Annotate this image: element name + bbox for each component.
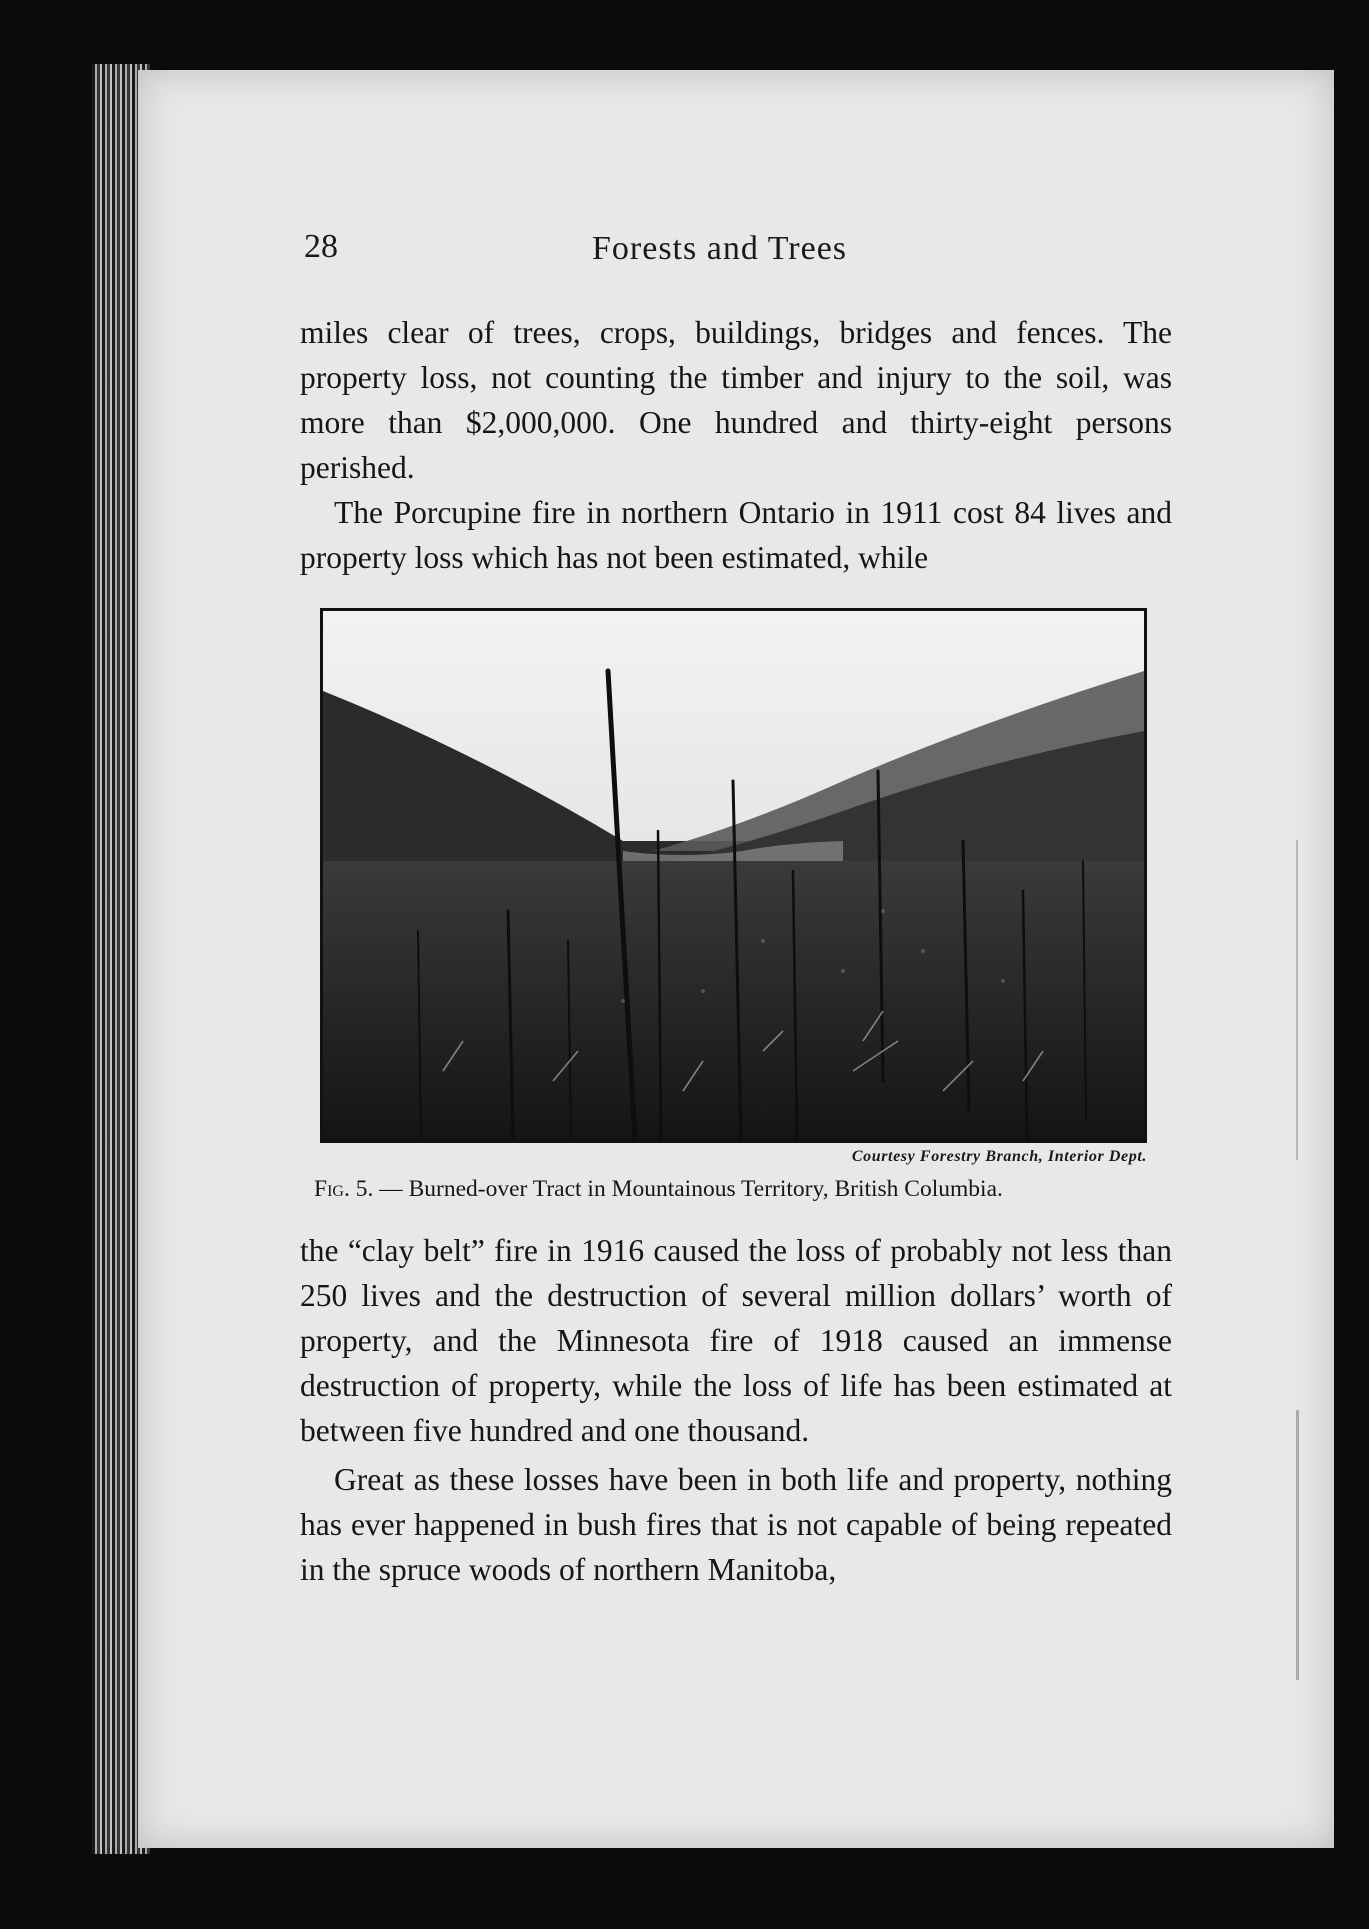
photo-credit: Courtesy Forestry Branch, Interior Dept.	[851, 1148, 1147, 1165]
text-after-figure	[300, 1228, 1172, 1592]
running-title: Forests and Trees	[592, 230, 848, 267]
running-head	[304, 228, 1174, 278]
paragraph: the “clay belt” fire in 1916 caused the loss of probably not less than 250 lives and the destruction of several million dollars’ worth of property, and the Minnesota fire of 1918 caused an immense destruction of property, while the loss of life has been estimated at between five hundred and one thousand.	[300, 1233, 1172, 1448]
figure-label: Fig. 5.	[314, 1176, 374, 1202]
page-edge-mark	[1296, 840, 1306, 1160]
page-edge-mark	[1296, 1410, 1307, 1680]
text-before-figure	[300, 310, 1172, 580]
page-number: 28	[304, 228, 338, 265]
figure-caption-text: — Burned-over Tract in Mountainous Territory, British Columbia.	[373, 1176, 1003, 1202]
burned-forest-photo	[323, 611, 1144, 1140]
figure-caption	[314, 1176, 1174, 1203]
paragraph: The Porcupine fire in northern Ontario in 1911 cost 84 lives and property loss which has not been estimated, while	[300, 495, 1172, 575]
figure-photograph	[320, 608, 1147, 1143]
paragraph: Great as these losses have been in both life and property, nothing has ever happened in bush fires that is not capable of being repeated in the spruce woods of northern Manitoba,	[300, 1462, 1172, 1587]
paragraph: miles clear of trees, crops, buildings, bridges and fences. The property loss, not counting the timber and injury to the soil, was more than $2,000,000. One hundred and thirty-eight persons perished.	[300, 315, 1172, 485]
